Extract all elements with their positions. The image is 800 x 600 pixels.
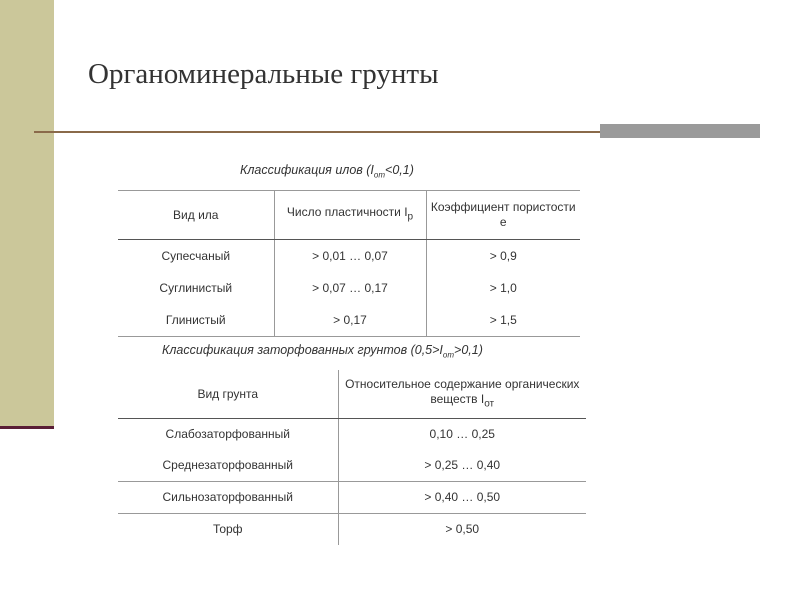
header-cell: Вид грунта (118, 370, 338, 419)
table-row (118, 272, 580, 304)
table-row (118, 304, 580, 337)
table-cell: > 1,5 (426, 304, 580, 337)
table-row (118, 514, 586, 546)
table-cell: Супесчаный (161, 248, 231, 263)
table-cell: Торф (212, 522, 243, 536)
table-header-row (118, 191, 580, 240)
table-cell: > 1,0 (426, 272, 580, 304)
table1-caption: Классификация илов $(I_{от}<0,1)$ (240, 163, 414, 180)
table-row (118, 419, 586, 451)
table-row (118, 240, 580, 273)
header-cell: Относительное содержание органических веществ $I_{от}$ (338, 370, 586, 419)
table-row (118, 482, 586, 514)
title-divider-block (600, 124, 760, 138)
table-cell: > 0,17 (274, 304, 426, 337)
title-divider (34, 131, 600, 133)
table-row (118, 450, 586, 482)
table-cell: > 0,01 … 0,07 (274, 240, 426, 273)
table-cell: Среднезаторфованный (118, 450, 338, 482)
table-cell: 0,10 … 0,25 (338, 419, 586, 451)
table-cell: Слабозаторфованный (165, 427, 290, 441)
header-cell: Число пластичности $I_p$ (274, 191, 426, 240)
page-title: Органоминеральные грунты (88, 58, 439, 90)
table-cell: > 0,07 … 0,17 (274, 272, 426, 304)
table-cell: Сильнозаторфованный (118, 482, 338, 514)
header-cell: Вид ила (118, 191, 274, 240)
table-cell: Глинистый (118, 304, 274, 337)
table-cell: > 0,25 … 0,40 (338, 450, 586, 482)
table-cell: Суглинистый (159, 280, 233, 295)
left-accent-bar-edge (0, 426, 54, 429)
peat-soil-classification-table (118, 370, 586, 545)
table2-caption: Классификация заторфованных грунтов $(0,5>I_{от}>0,1)$ (162, 343, 483, 360)
table-cell: > 0,50 (338, 514, 586, 546)
left-accent-bar (0, 0, 54, 428)
header-cell: Коэффициент пористости e (426, 191, 580, 240)
table-cell: > 0,9 (426, 240, 580, 273)
silt-classification-table (118, 190, 580, 337)
table-cell: > 0,40 … 0,50 (338, 482, 586, 514)
table-header-row (118, 370, 586, 419)
